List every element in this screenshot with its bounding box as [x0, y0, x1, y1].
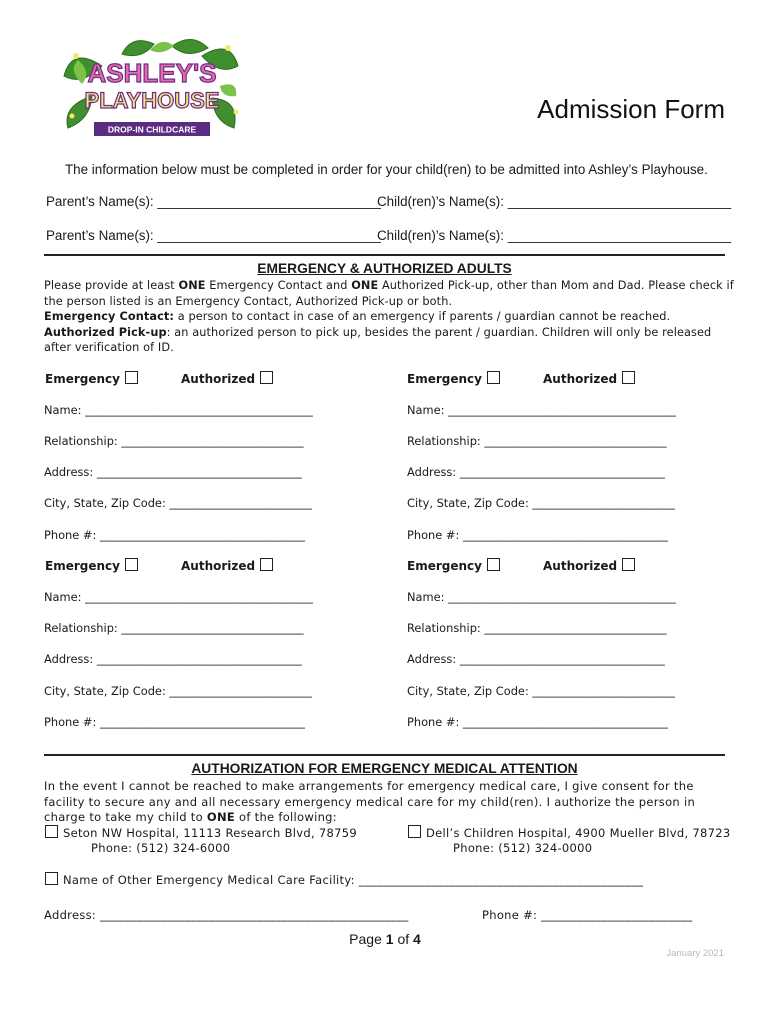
facility-address-field[interactable]: Address: ___________________________________________________ [44, 908, 409, 922]
contact2-relationship-field[interactable]: Relationship: ________________________________ [407, 434, 667, 448]
contact2-city-field[interactable]: City, State, Zip Code: _________________________ [407, 496, 675, 510]
parent-name-field-2[interactable]: Parent’s Name(s): ______________________________ [46, 228, 381, 243]
contact3-city-field[interactable]: City, State, Zip Code: _________________________ [44, 684, 312, 698]
contact3-phone-field[interactable]: Phone #: ____________________________________ [44, 715, 305, 729]
emergency-section-title: EMERGENCY & AUTHORIZED ADULTS [257, 261, 512, 276]
intro-text: The information below must be completed in order for your child(ren) to be admitted into Ashley’s Playhouse. [65, 162, 708, 177]
contact1-city-field[interactable]: City, State, Zip Code: _________________________ [44, 496, 312, 510]
parent-name-field-1[interactable]: Parent’s Name(s): ______________________________ [46, 194, 381, 209]
hospital-dells-phone: Phone: (512) 324-0000 [453, 841, 593, 855]
contact1-name-field[interactable]: Name: ________________________________________ [44, 403, 313, 417]
authorized-checkbox-3[interactable]: Authorized [181, 558, 273, 573]
hospital-option-seton[interactable]: Seton NW Hospital, 11113 Research Blvd, 78759 [45, 825, 357, 840]
emergency-instructions: Please provide at least ONE Emergency Contact and ONE Authorized Pick-up, other than Mom and Dad. Please check if the person listed is an Emergency Contact, Authorized Pick-up or both. Emergency Contact: a person to contact in case of an emergency if parents / guardian cannot be reached. Authorized Pick-up: an authorized person to pick up, besides the parent / guardian. Children will only be released after verification of ID. [44, 279, 734, 355]
contact1-relationship-field[interactable]: Relationship: ________________________________ [44, 434, 304, 448]
checkbox-icon [45, 872, 58, 885]
checkbox-icon [622, 558, 635, 571]
section-divider [44, 754, 725, 756]
contact1-address-field[interactable]: Address: ____________________________________ [44, 465, 302, 479]
contact3-address-field[interactable]: Address: ____________________________________ [44, 652, 302, 666]
contact4-relationship-field[interactable]: Relationship: ________________________________ [407, 621, 667, 635]
checkbox-icon [125, 558, 138, 571]
emergency-checkbox-4[interactable]: Emergency [407, 558, 500, 573]
emergency-checkbox-2[interactable]: Emergency [407, 371, 500, 386]
checkbox-icon [487, 558, 500, 571]
contact2-phone-field[interactable]: Phone #: ____________________________________ [407, 528, 668, 542]
logo-name-line1: ASHLEY'S [87, 58, 217, 88]
page-title: Admission Form [537, 94, 725, 124]
emergency-checkbox-3[interactable]: Emergency [45, 558, 138, 573]
medical-section-title: AUTHORIZATION FOR EMERGENCY MEDICAL ATTENTION [191, 761, 578, 776]
contact3-relationship-field[interactable]: Relationship: ________________________________ [44, 621, 304, 635]
hospital-option-dells[interactable]: Dell’s Children Hospital, 4900 Mueller Blvd, 78723 [408, 825, 731, 840]
checkbox-icon [487, 371, 500, 384]
contact4-address-field[interactable]: Address: ____________________________________ [407, 652, 665, 666]
authorized-checkbox-4[interactable]: Authorized [543, 558, 635, 573]
logo-name-line2: PLAYHOUSE [84, 88, 220, 113]
contact4-phone-field[interactable]: Phone #: ____________________________________ [407, 715, 668, 729]
contact4-name-field[interactable]: Name: ________________________________________ [407, 590, 676, 604]
contact2-address-field[interactable]: Address: ____________________________________ [407, 465, 665, 479]
emergency-checkbox-1[interactable]: Emergency [45, 371, 138, 386]
facility-phone-field[interactable]: Phone #: _________________________ [482, 908, 693, 922]
child-name-field-1[interactable]: Child(ren)’s Name(s): ______________________________ [377, 194, 732, 209]
contact3-name-field[interactable]: Name: ________________________________________ [44, 590, 313, 604]
page-number: Page 1 of 4 [349, 931, 421, 947]
logo-tagline: DROP-IN CHILDCARE [107, 124, 197, 135]
medical-consent-line-3: charge to take my child to ONE of the following: [44, 810, 337, 824]
checkbox-icon [125, 371, 138, 384]
child-name-field-2[interactable]: Child(ren)’s Name(s): ______________________________ [377, 228, 732, 243]
checkbox-icon [260, 558, 273, 571]
checkbox-icon [260, 371, 273, 384]
medical-consent-line-1: In the event I cannot be reached to make arrangements for emergency medical care, I give consent for the [44, 779, 694, 793]
checkbox-icon [408, 825, 421, 838]
checkbox-icon [622, 371, 635, 384]
contact4-city-field[interactable]: City, State, Zip Code: _________________________ [407, 684, 675, 698]
section-divider [44, 254, 725, 256]
authorized-checkbox-1[interactable]: Authorized [181, 371, 273, 386]
checkbox-icon [45, 825, 58, 838]
contact1-phone-field[interactable]: Phone #: ____________________________________ [44, 528, 305, 542]
authorized-checkbox-2[interactable]: Authorized [543, 371, 635, 386]
revision-date: January 2021 [666, 948, 724, 959]
medical-consent-line-2: facility to secure any and all necessary emergency medical care for my child(ren). I authorize the person in [44, 795, 696, 809]
hospital-seton-phone: Phone: (512) 324-6000 [91, 841, 231, 855]
ashleys-playhouse-logo [62, 36, 242, 144]
other-facility-option[interactable]: Name of Other Emergency Medical Care Facility: _______________________________________________ [45, 872, 643, 887]
contact2-name-field[interactable]: Name: ________________________________________ [407, 403, 676, 417]
